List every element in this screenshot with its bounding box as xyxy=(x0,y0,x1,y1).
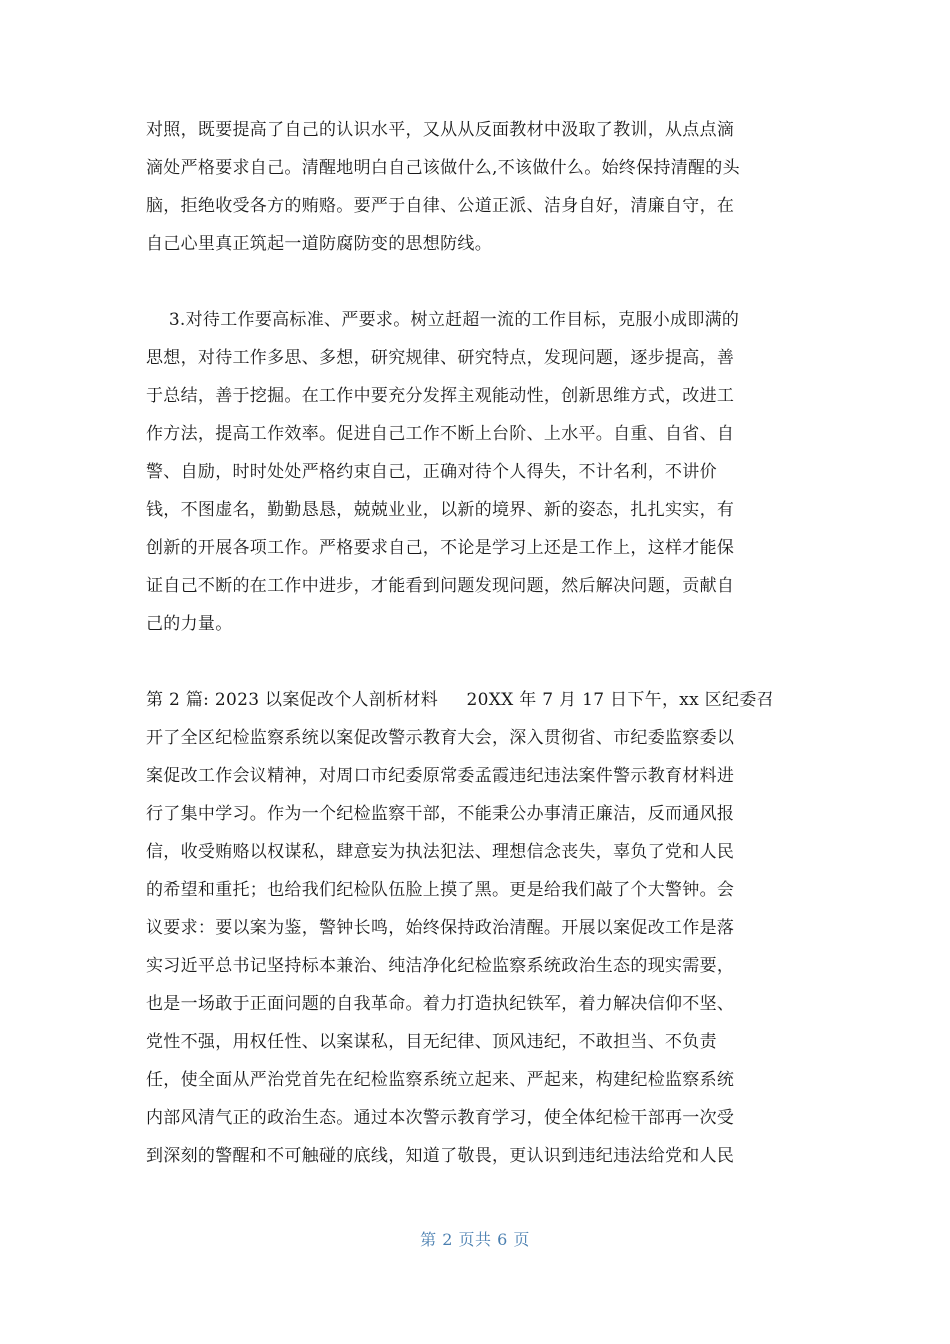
text-line: 创新的开展各项工作。严格要求自己，不论是学习上还是工作上，这样才能保 xyxy=(146,538,735,558)
text-line: 实习近平总书记坚持标本兼治、纯洁净化纪检监察系统政治生态的现实需要， xyxy=(146,956,735,976)
text-line: 自己心里真正筑起一道防腐防变的思想防线。 xyxy=(146,234,492,254)
text-line: 也是一场敢于正面问题的自我革命。着力打造执纪铁军，着力解决信仰不坚、 xyxy=(146,994,735,1014)
section-heading-line: 第 2 篇: 2023 以案促改个人剖析材料 20XX 年 7 月 17 日下午，xx 区纪委召 xyxy=(146,690,774,710)
text-line: 信，收受贿赂以权谋私，肆意妄为执法犯法、理想信念丧失，辜负了党和人民 xyxy=(146,842,735,862)
text-line: 3.对待工作要高标准、严要求。树立赶超一流的工作目标，克服小成即满的 xyxy=(146,310,740,330)
text-line: 作方法，提高工作效率。促进自己工作不断上台阶、上水平。自重、自省、自 xyxy=(146,424,735,444)
text-line: 案促改工作会议精神，对周口市纪委原常委孟霞违纪违法案件警示教育材料进 xyxy=(146,766,735,786)
text-line: 党性不强，用权任性、以案谋私，目无纪律、顶风违纪，不敢担当、不负责 xyxy=(146,1032,717,1052)
text-line: 于总结，善于挖掘。在工作中要充分发挥主观能动性，创新思维方式，改进工 xyxy=(146,386,735,406)
text-line: 到深刻的警醒和不可触碰的底线，知道了敬畏，更认识到违纪违法给党和人民 xyxy=(146,1146,735,1166)
text-line: 议要求：要以案为鉴，警钟长鸣，始终保持政治清醒。开展以案促改工作是落 xyxy=(146,918,735,938)
text-line: 思想，对待工作多思、多想，研究规律、研究特点，发现问题，逐步提高，善 xyxy=(146,348,735,368)
text-line: 对照，既要提高了自己的认识水平，又从从反面教材中汲取了教训，从点点滴 xyxy=(146,120,735,140)
text-line: 的希望和重托；也给我们纪检队伍脸上摸了黑。更是给我们敲了个大警钟。会 xyxy=(146,880,735,900)
text-line: 任，使全面从严治党首先在纪检监察系统立起来、严起来，构建纪检监察系统 xyxy=(146,1070,735,1090)
text-line: 己的力量。 xyxy=(146,614,233,634)
text-line: 滴处严格要求自己。清醒地明白自己该做什么,不该做什么。始终保持清醒的头 xyxy=(146,158,740,178)
page-number-footer: 第 2 页共 6 页 xyxy=(420,1230,530,1249)
text-line: 证自己不断的在工作中进步，才能看到问题发现问题，然后解决问题，贡献自 xyxy=(146,576,735,596)
text-line: 警、自励，时时处处严格约束自己，正确对待个人得失，不计名利，不讲价 xyxy=(146,462,717,482)
text-line: 脑，拒绝收受各方的贿赂。要严于自律、公道正派、洁身自好，清廉自守，在 xyxy=(146,196,735,216)
text-line: 内部风清气正的政治生态。通过本次警示教育学习，使全体纪检干部再一次受 xyxy=(146,1108,735,1128)
text-line: 开了全区纪检监察系统以案促改警示教育大会，深入贯彻省、市纪委监察委以 xyxy=(146,728,735,748)
text-line: 行了集中学习。作为一个纪检监察干部，不能秉公办事清正廉洁，反而通风报 xyxy=(146,804,735,824)
text-line: 钱，不图虚名，勤勤恳恳，兢兢业业，以新的境界、新的姿态，扎扎实实，有 xyxy=(146,500,735,520)
